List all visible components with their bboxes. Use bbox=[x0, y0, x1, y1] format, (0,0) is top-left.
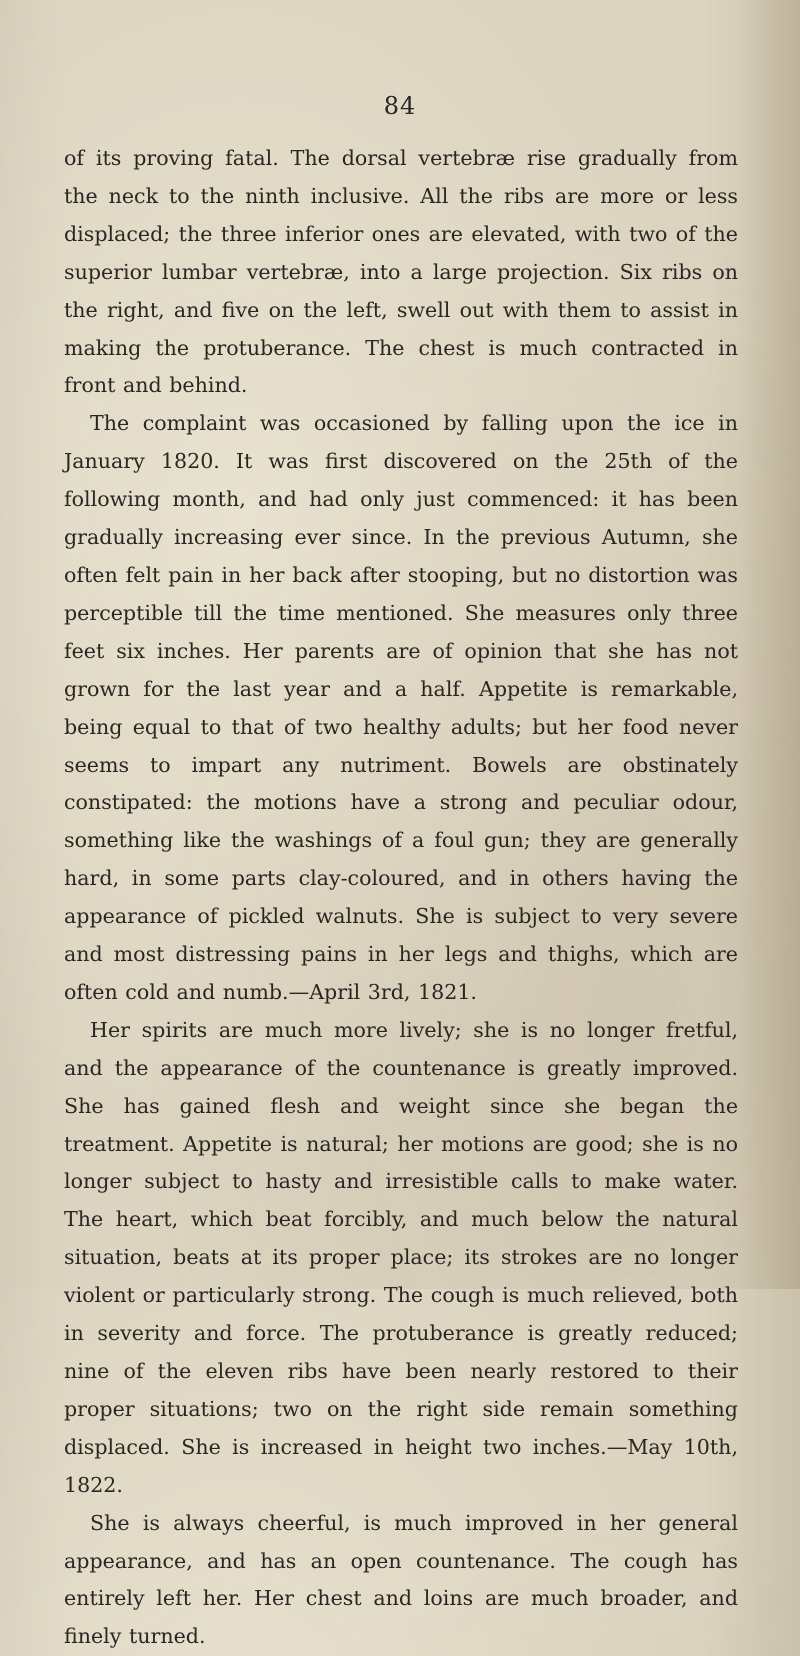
page-number: 84 bbox=[383, 92, 417, 120]
page-edge-shadow bbox=[740, 0, 800, 1289]
paragraph-2: The complaint was occasioned by falling upon the ice in January 1820. It was first discovered on the 25th of the following month, and had only just commenced: it has been gradually increasing ever since. In the previous Autumn, she often felt pain in her back after stooping, but no distortion was perceptible till the time mentioned. She measures only three feet six inches. Her parents are of opinion that she has not grown for the last year and a half. Appetite is remarkable, being equal to that of two healthy adults; but her food never seems to impart any nutriment. Bowels are obstinately constipated: the motions have a strong and peculiar odour, something like the washings of a foul gun; they are generally hard, in some parts clay-coloured, and in others having the appearance of pickled walnuts. She is subject to very severe and most distressing pains in her legs and thighs, which are often cold and numb.—April 3rd, 1821. bbox=[64, 411, 738, 1004]
paragraph-1: of its proving fatal. The dorsal vertebræ rise gradually from the neck to the ninth inclusive. All the ribs are more or less displaced; the three inferior ones are elevated, with two of the superior lumbar vertebræ, into a large projection. Six ribs on the right, and five on the left, swell out with them to assist in making the protuberance. The chest is much contracted in front and behind. bbox=[64, 146, 738, 398]
body-text bbox=[64, 140, 738, 1656]
paragraph-4: She is always cheerful, is much improved in her general appearance, and has an open countenance. The cough has entirely left her. Her chest and loins are much broader, and finely turned. bbox=[64, 1510, 738, 1649]
paragraph-3: Her spirits are much more lively; she is no longer fretful, and the appearance of the countenance is greatly improved. She has gained flesh and weight since she began the treatment. Appetite is natural; her motions are good; she is no longer subject to hasty and irresistible calls to make water. The heart, which beat forcibly, and much below the natural situation, beats at its proper place; its strokes are no longer violent or particularly strong. The cough is much relieved, both in severity and force. The protuberance is greatly reduced; nine of the eleven ribs have been nearly restored to their proper situations; two on the right side remain something displaced. She is increased in height two inches.—May 10th, 1822. bbox=[64, 1017, 738, 1497]
